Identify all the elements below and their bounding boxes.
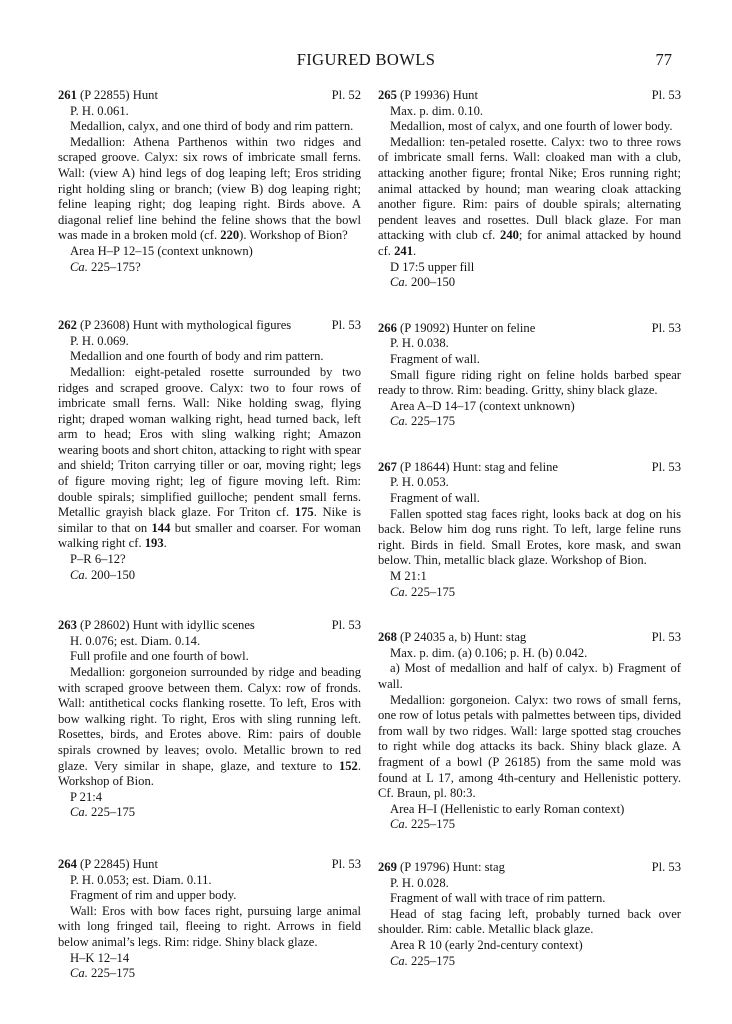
circa-label: Ca. bbox=[70, 567, 88, 582]
findspot-context: D 17:5 upper fill bbox=[390, 259, 475, 274]
catalog-entry-269 bbox=[378, 860, 681, 969]
preservation: Fragment of wall. bbox=[390, 351, 480, 366]
description-text: Small figure riding right on feline holds barbed spear ready to throw. Rim: beading. Gritty, shiny black glaze. bbox=[378, 367, 681, 398]
description bbox=[378, 693, 681, 802]
description-text: Medallion: ten-petaled rosette. Calyx: two to three rows of imbricate small ferns. Wall: cloaked man with a club, attacking another figure; frontal Nike; Eros running right; animal attacked by hound; man wearing cloak attacking another figure. Rim: pairs of double spirals; alternating pendent leaves and rosettes. Dull black glaze. For man attacking with club cf. bbox=[378, 134, 681, 243]
date-line bbox=[378, 817, 681, 833]
circa-label: Ca. bbox=[70, 805, 88, 820]
entry-title: (P 22845) Hunt bbox=[80, 856, 158, 871]
catalog-cross-reference: 152 bbox=[338, 758, 358, 773]
entry-title: (P 28602) Hunt with idyllic scenes bbox=[80, 618, 255, 633]
catalog-cross-reference: 240 bbox=[500, 228, 519, 243]
preservation: Full profile and one fourth of bowl. bbox=[70, 649, 249, 664]
description-text: Head of stag facing left, probably turned back over shoulder. Rim: cable. Metallic black glaze. bbox=[378, 906, 681, 937]
date-line bbox=[58, 805, 361, 821]
plate-reference: Pl. 53 bbox=[331, 856, 361, 871]
catalog-entry-267 bbox=[378, 460, 681, 600]
catalog-cross-reference: 144 bbox=[151, 520, 171, 535]
entry-number: 266 bbox=[378, 320, 397, 335]
description-text: Medallion: eight-petaled rosette surrounded by two ridges and scraped groove. Calyx: two to four rows of imbricate small ferns. Wall: Nike holding swag, flying right; draped woman walking right, head turned back, left arm to head; Eros with sling walking right; Amazon wearing boots and short chiton, attacking to right with spear and shield; Triton carrying tiller or oar, moving right; legs of figure moving right; leg of figure moving left. Rim: double spirals; simplified guilloche; pendent small ferns. Metallic grayish black glaze. For Triton cf. bbox=[58, 364, 361, 520]
findspot-context: P 21:4 bbox=[70, 789, 103, 804]
entry-heading bbox=[378, 860, 681, 876]
entry-number: 264 bbox=[58, 856, 77, 871]
entry-heading bbox=[378, 460, 681, 476]
catalog-cross-reference: 193 bbox=[144, 536, 164, 551]
catalog-cross-reference: 220 bbox=[220, 228, 240, 243]
description bbox=[58, 665, 361, 790]
description bbox=[58, 135, 361, 244]
entry-title: (P 19092) Hunter on feline bbox=[400, 320, 536, 335]
preservation: a) Most of medallion and half of calyx. b) Fragment of wall. bbox=[378, 661, 681, 691]
description-text: . bbox=[412, 243, 417, 258]
entry-heading bbox=[58, 318, 361, 334]
date-line bbox=[378, 954, 681, 970]
entry-number: 267 bbox=[378, 459, 397, 474]
description-text: ; for animal attacked by hound cf. bbox=[378, 228, 681, 258]
date-line bbox=[378, 275, 681, 291]
findspot-context: M 21:1 bbox=[390, 569, 427, 584]
description-text: . bbox=[163, 536, 167, 551]
entry-number: 261 bbox=[58, 88, 77, 102]
dimensions: Max. p. dim. (a) 0.106; p. H. (b) 0.042. bbox=[390, 645, 588, 660]
page-number: 77 bbox=[655, 50, 672, 69]
entry-heading bbox=[58, 88, 361, 104]
preservation: Medallion, calyx, and one third of body and rim pattern. bbox=[70, 119, 354, 134]
description bbox=[58, 365, 361, 552]
preservation: Fragment of wall with trace of rim pattern. bbox=[390, 891, 606, 906]
circa-label: Ca. bbox=[390, 817, 408, 832]
catalog-entry-261 bbox=[58, 88, 361, 275]
description bbox=[378, 135, 681, 260]
entry-number: 262 bbox=[58, 318, 77, 333]
date-line bbox=[58, 568, 361, 584]
catalog-cross-reference: 241 bbox=[394, 243, 413, 258]
entry-heading bbox=[58, 618, 361, 634]
description-text: Medallion: gorgoneion surrounded by ridge and beading with scraped groove between them. Calyx: row of fronds. Wall: antithetical cocks flanking rosette. To left, Eros with bow walking right. To right, Eros with sling running left. Rosettes, birds, and Erotes above. Rim: pairs of double spirals crowned by leaves; ovolo. Metallic brown to red glaze. Very similar in shape, glaze, and texture to bbox=[58, 665, 361, 773]
date-line bbox=[58, 966, 361, 982]
catalog-cross-reference: 175 bbox=[294, 505, 314, 520]
date-range: 225–175 bbox=[407, 584, 456, 599]
findspot-context: Area H–I (Hellenistic to early Roman context) bbox=[390, 801, 625, 816]
entry-title: (P 23608) Hunt with mythological figures bbox=[80, 318, 292, 333]
description-text: Medallion: Athena Parthenos within two ridges and scraped groove. Calyx: six rows of imbricate small ferns. Wall: (view A) hind legs of dog leaping left; Eros striding right holding sling or branch; (view B) dog leaping right; feline leaping right; dog leaping right. Birds above. A diagonal relief line behind the feline shows that the bowl was made in a broken mold (cf. bbox=[58, 134, 361, 243]
plate-reference: Pl. 53 bbox=[651, 88, 681, 102]
catalog-entry-266 bbox=[378, 321, 681, 430]
description bbox=[378, 368, 681, 399]
running-head bbox=[58, 50, 674, 72]
dimensions: H. 0.076; est. Diam. 0.14. bbox=[70, 633, 201, 648]
dimensions: P. H. 0.069. bbox=[70, 333, 129, 348]
dimensions: P. H. 0.061. bbox=[70, 103, 129, 118]
entry-title: (P 19796) Hunt: stag bbox=[400, 859, 505, 874]
date-range: 225–175 bbox=[87, 805, 136, 820]
date-range: 225–175 bbox=[407, 953, 456, 968]
entry-heading bbox=[378, 88, 681, 104]
description-text: Wall: Eros with bow faces right, pursuing large animal with long fringed tail, fleeing to right. Arrows in field below animal’s legs. Rim: ridge. Shiny black glaze. bbox=[58, 903, 361, 949]
date-range: 225–175 bbox=[407, 817, 456, 832]
entry-number: 269 bbox=[378, 859, 397, 874]
date-line bbox=[378, 585, 681, 601]
date-range: 200–150 bbox=[407, 275, 456, 290]
findspot-context: H–K 12–14 bbox=[70, 950, 130, 965]
entry-number: 265 bbox=[378, 88, 397, 102]
dimensions: Max. p. dim. 0.10. bbox=[390, 103, 484, 118]
findspot-context: Area R 10 (early 2nd-century context) bbox=[390, 937, 583, 952]
description-text: . Nike is similar to that on bbox=[58, 505, 362, 535]
description bbox=[58, 904, 361, 951]
findspot-context: P–R 6–12? bbox=[70, 552, 126, 567]
right-column bbox=[378, 88, 681, 969]
plate-reference: Pl. 53 bbox=[651, 630, 681, 645]
dimensions: P. H. 0.053. bbox=[390, 475, 449, 490]
circa-label: Ca. bbox=[70, 966, 88, 981]
description-text: Medallion: gorgoneion. Calyx: two rows of small ferns, one row of lotus petals with palmettes between tips, divided from wall by two ridges. Wall: large spotted stag crouches to right while dog attacks its back. Shiny black glaze. A fragment of a bowl (P 26185) from the same mold was found at L 17, among 4th-century and Hellenistic pottery. Cf. Braun, pl. 80:3. bbox=[378, 692, 681, 801]
dimensions: P. H. 0.028. bbox=[390, 875, 449, 890]
page-title: FIGURED BOWLS bbox=[296, 50, 436, 69]
preservation: Medallion, most of calyx, and one fourth of lower body. bbox=[390, 119, 673, 134]
description-text: ). Workshop of Bion? bbox=[239, 228, 348, 243]
description-text: but smaller and coarser. For woman walking right cf. bbox=[58, 520, 361, 551]
plate-reference: Pl. 53 bbox=[331, 318, 361, 333]
date-range: 225–175 bbox=[407, 414, 456, 429]
circa-label: Ca. bbox=[390, 953, 408, 968]
dimensions: P. H. 0.038. bbox=[390, 336, 449, 351]
plate-reference: Pl. 53 bbox=[331, 618, 361, 633]
entry-number: 263 bbox=[58, 618, 77, 633]
entry-title: (P 24035 a, b) Hunt: stag bbox=[400, 630, 527, 645]
circa-label: Ca. bbox=[390, 584, 408, 599]
plate-reference: Pl. 53 bbox=[651, 859, 681, 874]
plate-reference: Pl. 53 bbox=[651, 320, 681, 335]
date-range: 225–175? bbox=[87, 259, 141, 274]
date-line bbox=[378, 414, 681, 430]
plate-reference: Pl. 53 bbox=[651, 459, 681, 474]
left-column bbox=[58, 88, 361, 982]
catalog-entry-263 bbox=[58, 618, 361, 821]
entry-heading bbox=[378, 321, 681, 337]
plate-reference: Pl. 52 bbox=[331, 88, 361, 102]
dimensions: P. H. 0.053; est. Diam. 0.11. bbox=[70, 872, 212, 887]
catalog-entry-264 bbox=[58, 857, 361, 982]
catalog-entry-265 bbox=[378, 88, 681, 291]
entry-number: 268 bbox=[378, 630, 397, 645]
circa-label: Ca. bbox=[390, 275, 408, 290]
circa-label: Ca. bbox=[70, 259, 88, 274]
entry-title: (P 22855) Hunt bbox=[80, 88, 158, 102]
entry-heading bbox=[58, 857, 361, 873]
description-text: Fallen spotted stag faces right, looks back at dog on his back. Below him dog runs right. To left, large feline runs right. Birds in field. Small Erotes, kore mask, and swan below. Thin, metallic black glaze. Workshop of Bion. bbox=[378, 506, 681, 568]
findspot-context: Area H–P 12–15 (context unknown) bbox=[70, 243, 253, 258]
catalog-entry-262 bbox=[58, 318, 361, 583]
date-range: 225–175 bbox=[87, 966, 136, 981]
description-text: . Workshop of Bion. bbox=[58, 758, 361, 789]
preservation: Fragment of rim and upper body. bbox=[70, 888, 237, 903]
date-range: 200–150 bbox=[87, 567, 136, 582]
preservation: Medallion and one fourth of body and rim pattern. bbox=[70, 349, 324, 364]
entry-title: (P 18644) Hunt: stag and feline bbox=[400, 459, 559, 474]
description bbox=[378, 507, 681, 569]
entry-heading bbox=[378, 630, 681, 646]
preservation: Fragment of wall. bbox=[390, 491, 480, 506]
findspot-context: Area A–D 14–17 (context unknown) bbox=[390, 398, 575, 413]
catalog-entry-268 bbox=[378, 630, 681, 833]
circa-label: Ca. bbox=[390, 414, 408, 429]
description bbox=[378, 907, 681, 938]
date-line bbox=[58, 260, 361, 276]
entry-title: (P 19936) Hunt bbox=[400, 88, 478, 102]
